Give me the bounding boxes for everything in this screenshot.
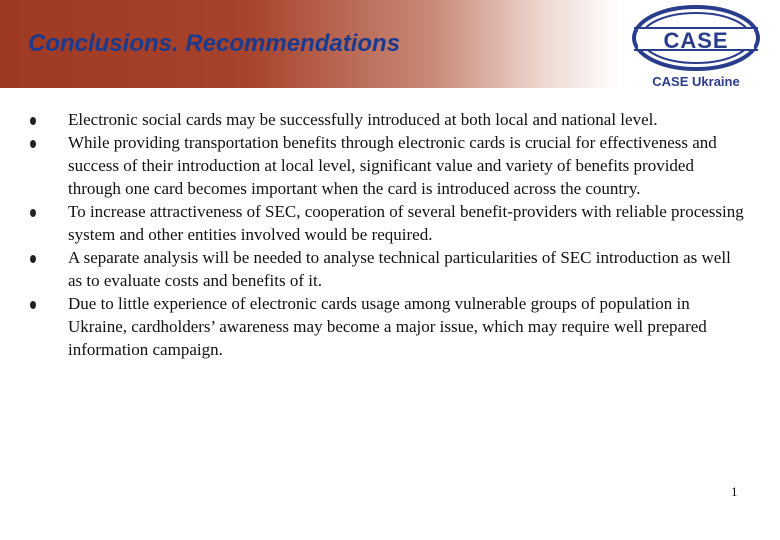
svg-text:CASE: CASE <box>663 28 729 53</box>
list-item <box>28 200 748 246</box>
page-number: 1 <box>731 484 738 499</box>
bullet-dot-icon <box>30 140 36 148</box>
list-item-text: A separate analysis will be needed to analyse technical particularities of SEC introduction as well as to evaluate costs and benefits of it. <box>68 248 731 290</box>
list-item-text: Electronic social cards may be successfully introduced at both local and national level. <box>68 110 658 129</box>
case-ukraine-logo <box>628 4 764 90</box>
list-item-text: Due to little experience of electronic cards usage among vulnerable groups of population in Ukraine, cardholders’ awareness may become a major issue, which may require well prepared information campaign. <box>68 294 707 359</box>
bullet-dot-icon <box>30 209 36 217</box>
list-item <box>28 246 748 292</box>
case-logo-mark <box>628 4 764 74</box>
bullet-dot-icon <box>30 301 36 309</box>
list-item <box>28 131 748 200</box>
list-item <box>28 292 748 361</box>
slide-title: Conclusions. Recommendations <box>28 30 401 57</box>
list-item <box>28 108 748 131</box>
bullet-dot-icon <box>30 117 36 125</box>
logo-caption: CASE Ukraine <box>652 74 740 89</box>
recommendation-list <box>28 108 748 361</box>
bullet-dot-icon <box>30 255 36 263</box>
list-item-text: To increase attractiveness of SEC, cooperation of several benefit-providers with reliable processing system and other entities involved would be required. <box>68 202 744 244</box>
list-item-text: While providing transportation benefits through electronic cards is crucial for effectiveness and success of their introduction at local level, significant value and variety of benefits provided through one card becomes important when the card is introduced across the country. <box>68 133 717 198</box>
